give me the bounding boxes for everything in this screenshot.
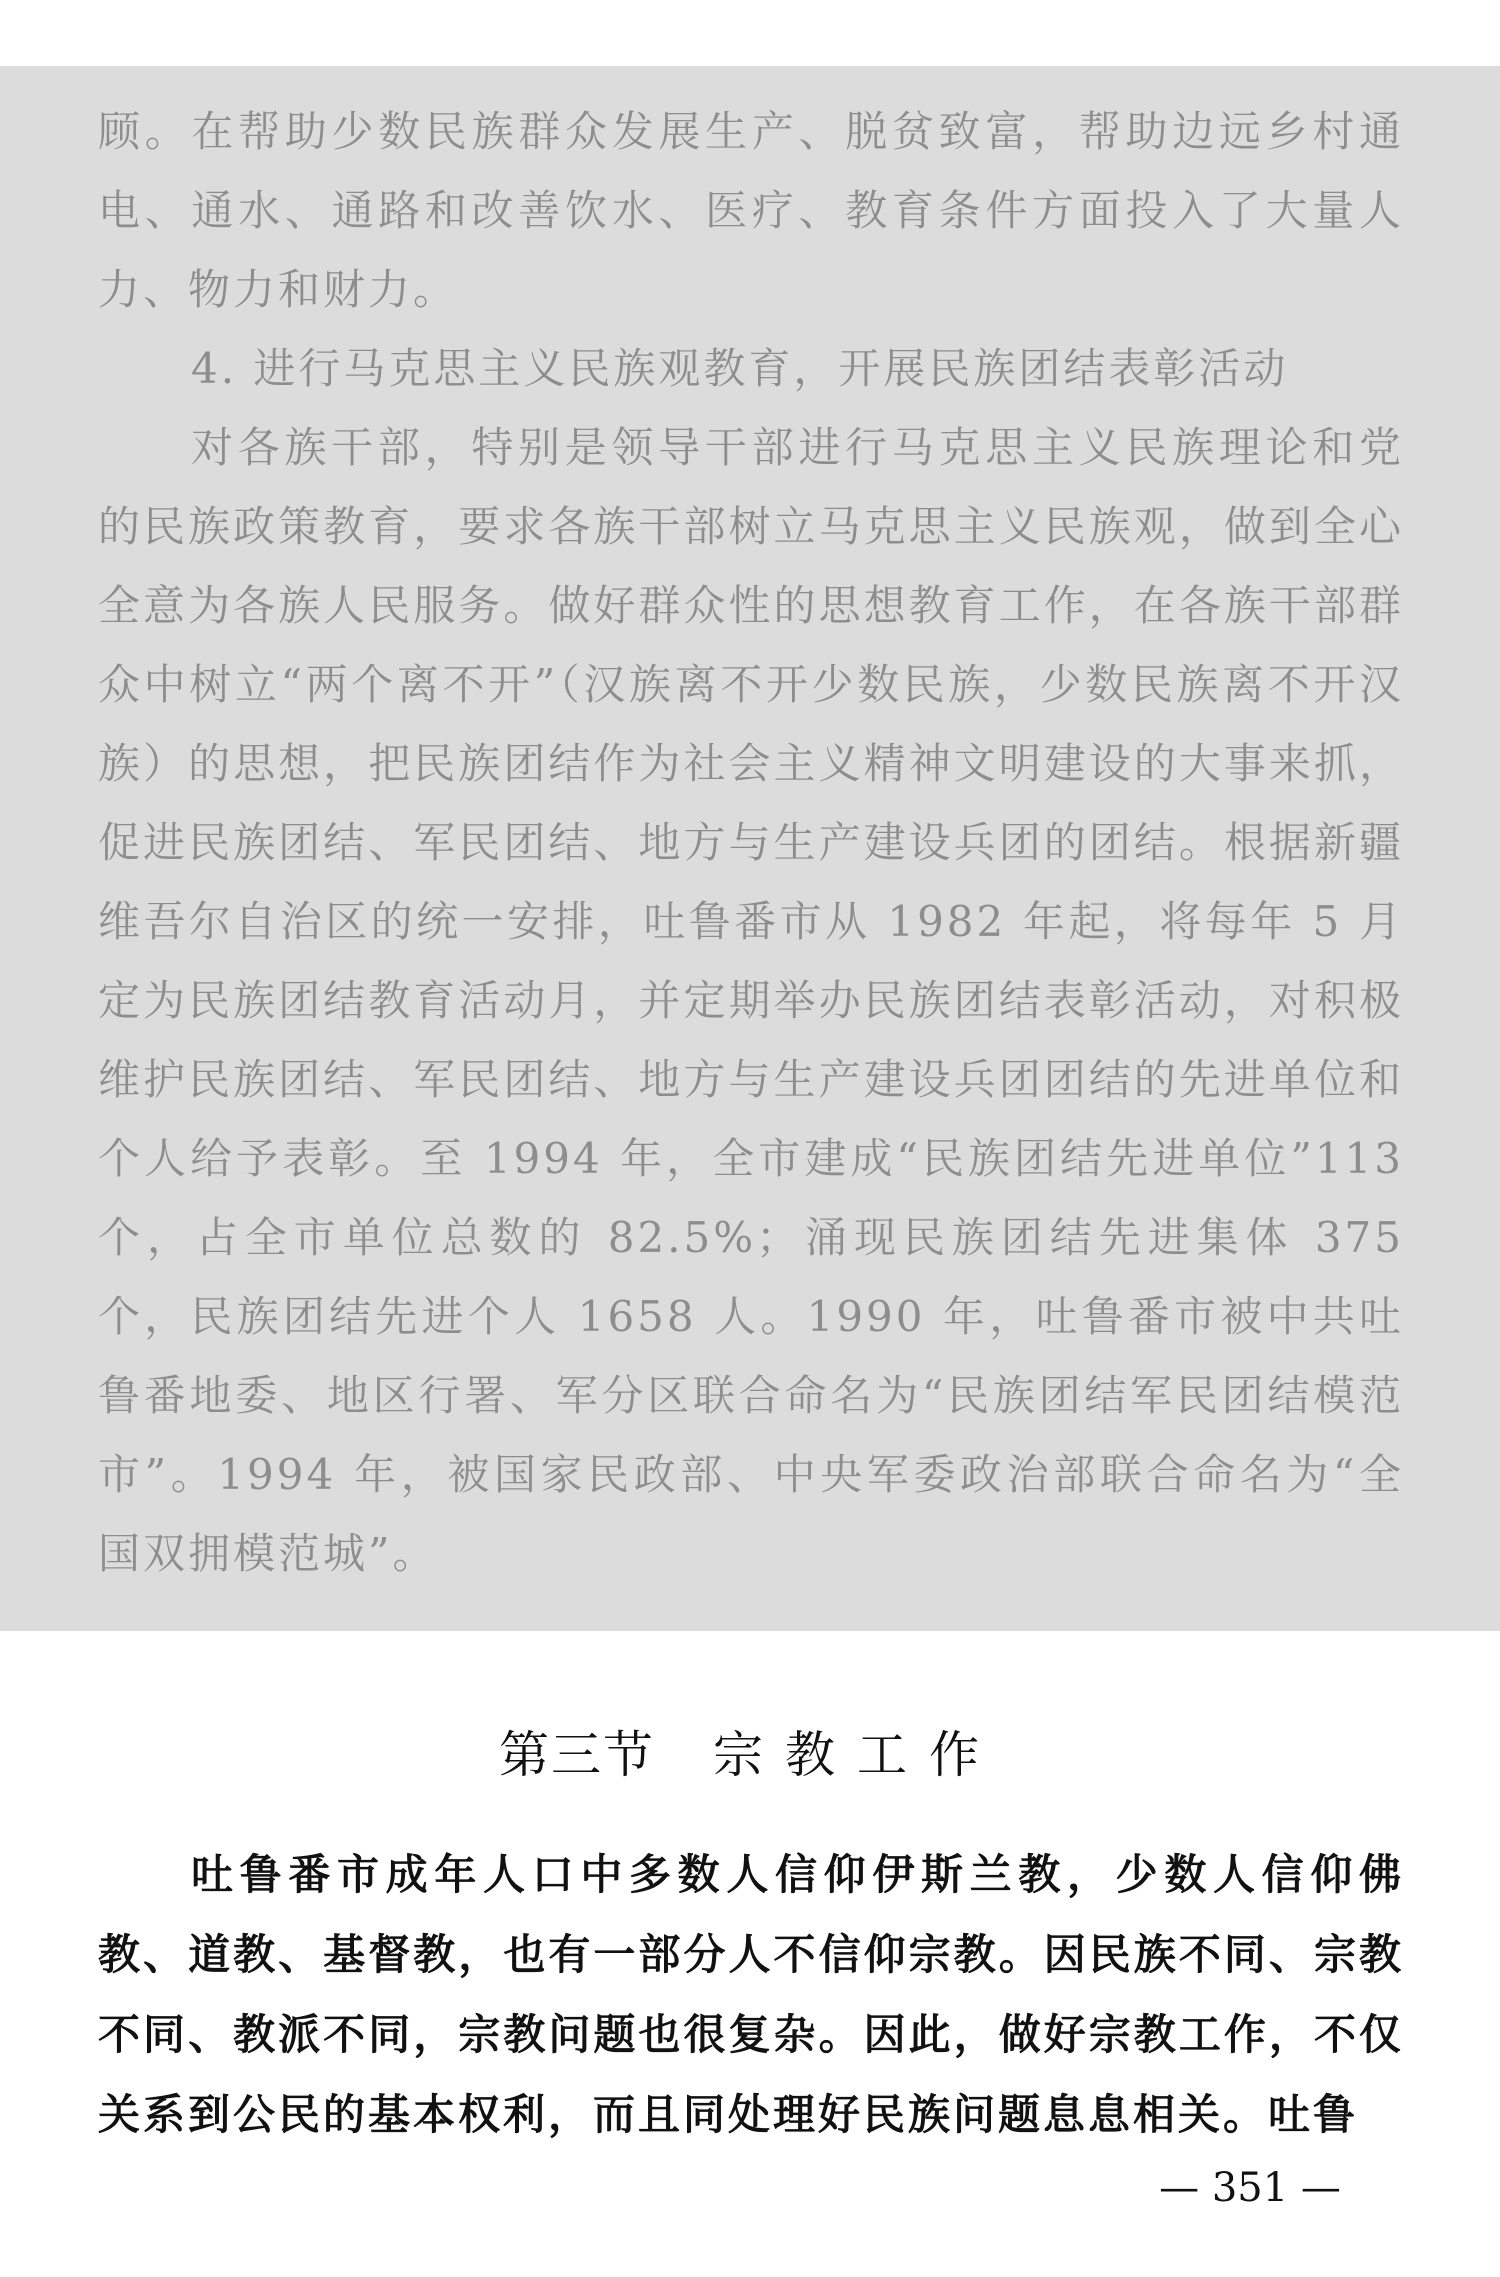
section-name: 宗教工作 [713,1725,1001,1784]
shaded-paragraph-continued: 顾。在帮助少数民族群众发展生产、脱贫致富，帮助边远乡村通电、通水、通路和改善饮水、医疗、教育条件方面投入了大量人力、物力和财力。 [98,107,1404,314]
shaded-paragraph: 对各族干部，特别是领导干部进行马克思主义民族理论和党的民族政策教育，要求各族干部树立马克思主义民族观，做到全心全意为各族人民服务。做好群众性的思想教育工作，在各族干部群众中树立“两个离不开”（汉族离不开少数民族，少数民族离不开汉族）的思想，把民族团结作为社会主义精神文明建设的大事来抓，促进民族团结、军民团结、地方与生产建设兵团的团结。根据新疆维吾尔自治区的统一安排，吐鲁番市从 1982 年起，将每年 5 月定为民族团结教育活动月，并定期举办民族团结表彰活动，对积极维护民族团结、军民团结、地方与生产建设兵团团结的先进单位和个人给予表彰。至 1994 年，全市建成“民族团结先进单位”113 个，占全市单位总数的 82.5%；涌现民族团结先进集体 375 个，民族团结先进个人 1658 人。1990 年，吐鲁番市被中共吐鲁番地委、地区行署、军分区联合命名为“民族团结军民团结模范市”。1994 年，被国家民政部、中央军委政治部联合命名为“全国双拥模范城”。 [98,423,1404,1578]
body-text [98,1835,1404,2155]
section-number: 第三节 [499,1725,655,1784]
body-paragraph: 吐鲁番市成年人口中多数人信仰伊斯兰教，少数人信仰佛教、道教、基督教，也有一部分人不信仰宗教。因民族不同、宗教不同、教派不同，宗教问题也很复杂。因此，做好宗教工作，不仅关系到公民的基本权利，而且同处理好民族问题息息相关。吐鲁 [98,1850,1404,2139]
page-number: — 351 — [1159,2165,1341,2211]
shaded-section [98,92,1404,1593]
subsection-heading: 4. 进行马克思主义民族观教育，开展民族团结表彰活动 [191,344,1289,393]
section-title [0,1720,1500,1790]
